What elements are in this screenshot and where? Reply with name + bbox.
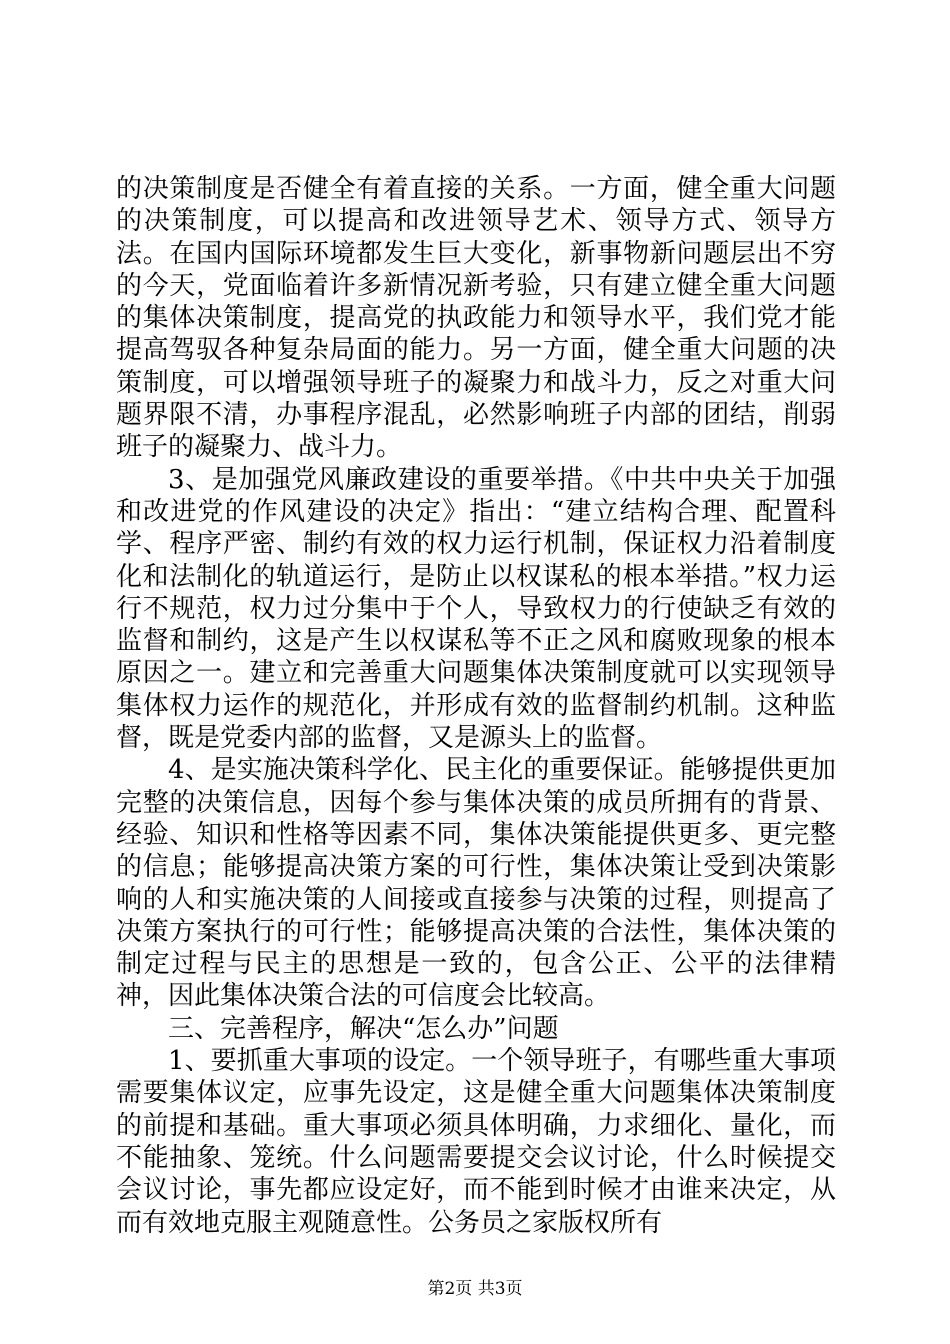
- paragraph-2: 3、是加强党风廉政建设的重要举措。《中共中央关于加强和改进党的作风建设的决定》指出：“建立结构合理、配置科学、程序严密、制约有效的权力运行机制，保证权力沿着制度化和法制化的轨道运行，是防止以权谋私的根本举措。”权力运行不规范，权力过分集中于个人，导致权力的行使缺乏有效的监督和制约，这是产生以权谋私等不正之风和腐败现象的根本原因之一。建立和完善重大问题集体决策制度就可以实现领导集体权力运作的规范化，并形成有效的监督制约机制。这种监督，既是党委内部的监督，又是源头上的监督。: [116, 464, 836, 754]
- paragraph-4: 1、要抓重大事项的设定。一个领导班子，有哪些重大事项需要集体议定，应事先设定，这是健全重大问题集体决策制度的前提和基础。重大事项必须具体明确，力求细化、量化，而不能抽象、笼统。什么问题需要提交会议讨论，什么时候提交会议讨论，事先都应设定好，而不能到时候才由谁来决定，从而有效地克服主观随意性。公务员之家版权所有: [116, 1046, 836, 1238]
- paragraph-1: 的决策制度是否健全有着直接的关系。一方面，健全重大问题的决策制度，可以提高和改进领导艺术、领导方式、领导方法。在国内国际环境都发生巨大变化，新事物新问题层出不穷的今天，党面临着许多新情况新考验，只有建立健全重大问题的集体决策制度，提高党的执政能力和领导水平，我们党才能提高驾驭各种复杂局面的能力。另一方面，健全重大问题的决策制度，可以增强领导班子的凝聚力和战斗力，反之对重大问题界限不清，办事程序混乱，必然影响班子内部的团结，削弱班子的凝聚力、战斗力。: [116, 174, 836, 463]
- page-number-footer: 第2页 共3页: [427, 1279, 523, 1299]
- section-heading: 三、完善程序，解决“怎么办”问题: [168, 1013, 559, 1044]
- document-body: [116, 173, 836, 1239]
- paragraph-3: 4、是实施决策科学化、民主化的重要保证。能够提供更加完整的决策信息，因每个参与集体决策的成员所拥有的背景、经验、知识和性格等因素不同，集体决策能提供更多、更完整的信息；能够提高决策方案的可行性，集体决策让受到决策影响的人和实施决策的人间接或直接参与决策的过程，则提高了决策方案执行的可行性；能够提高决策的合法性，集体决策的制定过程与民主的思想是一致的，包含公正、公平的法律精神，因此集体决策合法的可信度会比较高。: [116, 755, 836, 1012]
